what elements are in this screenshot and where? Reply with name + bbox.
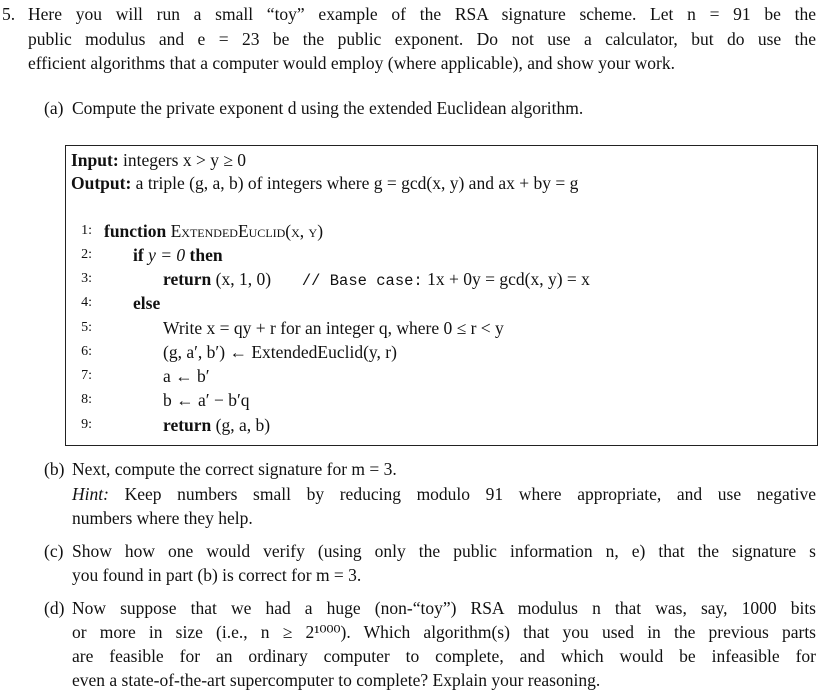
algo-line-9 [163, 415, 270, 435]
line-number-2: 2: [81, 247, 92, 262]
keyword-then: then [189, 245, 223, 265]
output-text: a triple (g, a, b) of integers where g = gcd(x, y) and ax + by = g [135, 173, 579, 193]
comment-math: 1x + 0y = gcd(x, y) = x [427, 269, 590, 289]
problem-number: 5. [2, 4, 16, 24]
part-c-line-1: Show how one would verify (using only the public information n, e) that the signature s [72, 541, 816, 561]
part-b-hint-line-2: numbers where they help. [72, 508, 253, 528]
part-a-label: (a) [44, 98, 64, 118]
line-number-7: 7: [81, 368, 92, 383]
line-number-5: 5: [81, 320, 92, 335]
input-text: integers x > y ≥ 0 [123, 150, 247, 170]
hint-label: Hint: [72, 484, 109, 504]
algo-line-6: (g, a′, b′) ← ExtendedEuclid(y, r) [163, 342, 397, 362]
part-b-hint-line-1 [72, 484, 816, 504]
input-label: Input: [71, 150, 119, 170]
algo-line-5: Write x = qy + r for an integer q, where 0 ≤ r < y [163, 318, 504, 338]
if-condition: y = 0 [148, 245, 186, 265]
comment-base-case: // Base case: [301, 272, 423, 290]
algo-line-8: b ← a′ − b′q [163, 390, 250, 410]
output-label: Output: [71, 173, 132, 193]
part-d-line-1: Now suppose that we had a huge (non-“toy”) RSA modulus n that was, say, 1000 bits [72, 598, 816, 618]
return-final: (g, a, b) [215, 415, 271, 435]
part-c-label: (c) [44, 541, 64, 561]
keyword-function: function [104, 221, 167, 241]
algorithm-box [65, 145, 818, 446]
keyword-return: return [163, 269, 212, 289]
line-number-4: 4: [81, 295, 92, 310]
line-number-6: 6: [81, 344, 92, 359]
line-number-8: 8: [81, 392, 92, 407]
intro-line-2: public modulus and e = 23 be the public exponent. Do not use a calculator, but do use the [28, 29, 816, 49]
part-d-line-4: even a state-of-the-art supercomputer to complete? Explain your reasoning. [72, 670, 601, 690]
keyword-else: else [133, 293, 161, 313]
keyword-return-final: return [163, 415, 212, 435]
algo-line-2 [133, 245, 223, 265]
part-d-line-2: or more in size (i.e., n ≥ 2¹⁰⁰⁰). Which algorithm(s) that you used in the previous parts [72, 622, 816, 642]
intro-line-1: Here you will run a small “toy” example of the RSA signature scheme. Let n = 91 be the [28, 4, 816, 24]
algo-line-7: a ← b′ [163, 366, 210, 386]
hint-text-1: Keep numbers small by reducing modulo 91 where appropriate, and use negative [124, 484, 817, 504]
algo-input [71, 150, 246, 170]
part-d-label: (d) [44, 598, 65, 618]
line-number-1: 1: [81, 223, 92, 238]
part-a-text: Compute the private exponent d using the extended Euclidean algorithm. [72, 98, 584, 118]
part-b-text: Next, compute the correct signature for m = 3. [72, 459, 397, 479]
algo-line-3 [163, 269, 590, 291]
line-number-9: 9: [81, 417, 92, 432]
return-base: (x, 1, 0) [215, 269, 272, 289]
line-number-3: 3: [81, 271, 92, 286]
intro-line-3: efficient algorithms that a computer would employ (where applicable), and show your work. [28, 53, 675, 73]
function-signature: ExtendedEuclid(x, y) [170, 221, 324, 241]
part-c-line-2: you found in part (b) is correct for m = 3. [72, 565, 362, 585]
part-d-line-3: are feasible for an ordinary computer to complete, and which would be infeasible for [72, 646, 816, 666]
algo-output [71, 173, 578, 193]
algo-line-1 [104, 221, 323, 241]
part-b-label: (b) [44, 459, 65, 479]
algo-line-4 [133, 293, 160, 313]
keyword-if: if [133, 245, 144, 265]
